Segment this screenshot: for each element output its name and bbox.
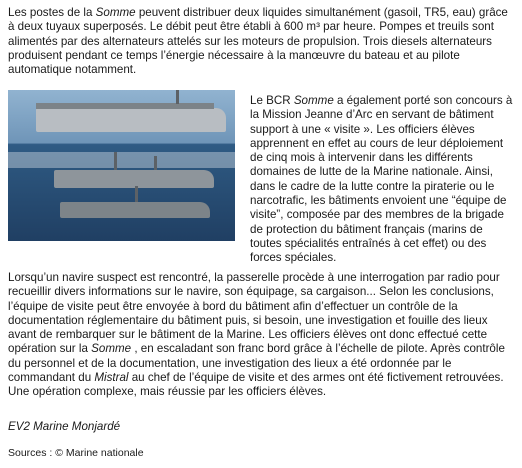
ship-somme <box>54 170 214 188</box>
mast <box>154 156 157 170</box>
paragraph-operation <box>8 271 516 400</box>
text: , en escaladant son franc bord grâce à l’échelle de pilote. Après contrôle du personnel et de la documentation, une investigation des lieux a été ordonnée par le commandant du <box>8 342 505 385</box>
author-credit: EV2 Marine Monjardé <box>8 420 121 433</box>
sea-wake <box>8 152 235 168</box>
paragraph-refuelling <box>8 6 516 77</box>
mast <box>114 152 117 170</box>
paragraph-visit <box>250 94 515 266</box>
ship-frigate <box>60 202 210 218</box>
sources-line: Sources : © Marine nationale <box>8 447 144 459</box>
text: au chef de l’équipe de visite et des armes ont été fictivement retrouvées. Une opération complexe, mais réussie par les officiers élèves. <box>8 371 504 399</box>
mast <box>135 186 138 202</box>
ship-name: Somme <box>91 342 132 356</box>
flight-deck <box>36 103 214 109</box>
ship-name: Somme <box>95 6 136 19</box>
ships-photo <box>8 90 235 241</box>
text: peuvent distribuer deux liquides simultanément (gasoil, TR5, eau) grâce à deux tuyaux superposés. Le débit peut être établi à 600 m³ par heure. Pompes et treuils sont alimentés par des alternateurs attelés sur les moteurs de propulsion. Trois diesels alternateurs produisent pendant ce temps l’énergie nécessaire à la manœuvre du bateau et au pilote automatique notamment. <box>8 6 508 77</box>
text: a également porté son concours à la Mission Jeanne d’Arc en servant de bâtiment support à une « visite ». Les officiers élèves apprennent en effet au cours de leur déploiement de cinq mois à intervenir dans les différents domaines de lutte de la Marine nationale. Ainsi, dans le cadre de la lutte contre la piraterie ou le narcotrafic, les bâtiments envoient une “équipe de visite”, composée par des membres de la brigade de protection du bâtiment français (marins de toutes spécialités entraînés à cet effet) ou des forces spéciales. <box>250 94 513 265</box>
text: Lorsqu’un navire suspect est rencontré, la passerelle procède à une interrogation par radio pour recueillir divers informations sur le navire, son équipage, sa cargaison... Selon les conclusions, l’équipe de visite peut être envoyée à bord du bâtiment afin d’effectuer un contrôle de la documentation réglementaire du bâtiment puis, si besoin, une investigation et fouille des lieux avant de rembarquer sur le bâtiment de la Marine. Les officiers élèves ont donc effectué cette opération sur la <box>8 271 500 356</box>
ship-name: Somme <box>293 94 334 107</box>
mast <box>176 90 179 104</box>
ship-mistral <box>36 108 226 132</box>
text: Le BCR <box>250 94 294 107</box>
text: Les postes de la <box>8 6 96 19</box>
ship-name: Mistral <box>94 371 129 385</box>
